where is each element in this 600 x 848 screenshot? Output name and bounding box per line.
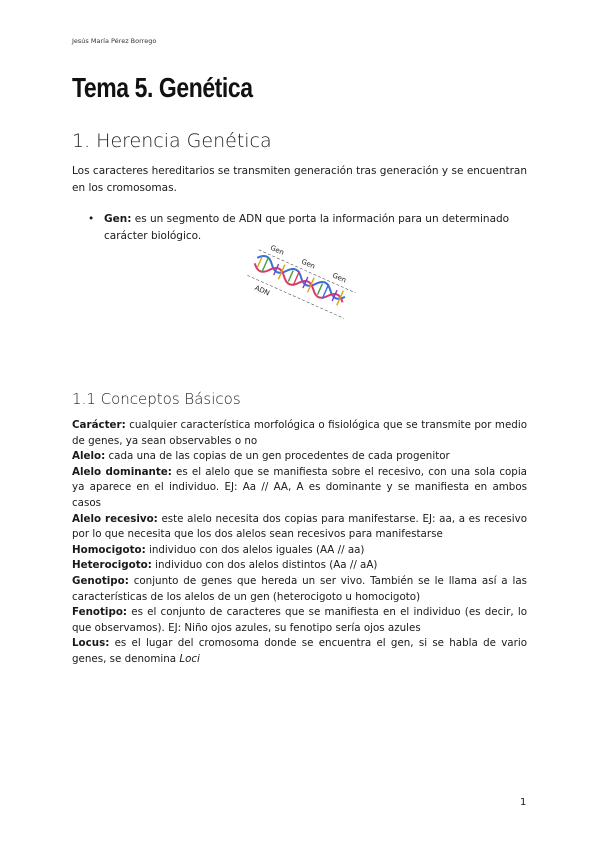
definition-text: conjunto de genes que hereda un ser vivo. También se le llama así a las características de los alelos de un gen (heterocigoto u homocigoto) bbox=[72, 574, 527, 603]
definition-term: Alelo recesivo: bbox=[72, 512, 158, 525]
definition-text: este alelo necesita dos copias para manifestarse. EJ: aa, a es recesivo por lo que necesita que los dos alelos sean recesivos para manifestarse bbox=[72, 512, 527, 541]
definition-item bbox=[72, 418, 527, 449]
definition-text: es el conjunto de caracteres que se manifiesta en el individuo (es decir, lo que observamos). EJ: Niño ojos azules, su fenotipo sería ojos azules bbox=[72, 606, 527, 634]
intro-paragraph: Los caracteres hereditarios se transmiten generación tras generación y se encuentran en los cromosomas. bbox=[72, 165, 527, 194]
definition-item bbox=[72, 465, 527, 512]
definition-item bbox=[72, 543, 527, 559]
definition-item bbox=[72, 558, 527, 574]
dna-label-adn: ADN bbox=[253, 283, 271, 298]
definition-term: Fenotipo: bbox=[72, 606, 128, 619]
definition-text: individuo con dos alelos iguales (AA // aa) bbox=[145, 543, 365, 556]
dna-label-gen-3: Gen bbox=[331, 271, 348, 285]
dna-label-gen-2: Gen bbox=[300, 257, 317, 271]
definitions-list bbox=[72, 418, 527, 668]
definition-item bbox=[72, 449, 527, 465]
dna-label-gen-1: Gen bbox=[269, 243, 286, 257]
term-gen: Gen: bbox=[104, 213, 132, 225]
definition-term: Carácter: bbox=[72, 419, 126, 431]
definition-term: Homocigoto: bbox=[72, 543, 146, 556]
section-heading-herencia: 1. Herencia Genética bbox=[72, 130, 272, 152]
definition-item bbox=[72, 512, 527, 543]
page-title: Tema 5. Genética bbox=[72, 72, 253, 103]
author-header: Jesús María Pérez Borrego bbox=[72, 37, 157, 45]
definition-text: cualquier característica morfológica o fisiológica que se transmite por medio de genes, ya sean observables o no bbox=[72, 419, 527, 447]
bullet-dot: • bbox=[88, 213, 95, 225]
page-number: 1 bbox=[520, 797, 527, 808]
definition-text: individuo con dos alelos distintos (Aa // aA) bbox=[151, 559, 378, 572]
definition-text: es el alelo que se manifiesta sobre el recesivo, con una sola copia ya aparece en el individuo. EJ: Aa // AA, A es dominante y se manifiesta en ambos casos bbox=[72, 465, 527, 509]
definition-gen: es un segmento de ADN que porta la información para un determinado carácter biológico. bbox=[104, 213, 510, 242]
definition-item bbox=[72, 605, 527, 636]
definition-term: Alelo: bbox=[72, 450, 106, 463]
definition-text: cada una de las copias de un gen procedentes de cada progenitor bbox=[105, 450, 450, 463]
definition-italic: Loci bbox=[179, 652, 200, 665]
definition-term: Alelo dominante: bbox=[72, 465, 172, 478]
definition-term: Genotipo: bbox=[72, 574, 129, 587]
definition-term: Locus: bbox=[72, 637, 110, 650]
definition-item bbox=[72, 574, 527, 605]
definition-item bbox=[72, 636, 527, 667]
definition-text: es el lugar del cromosoma donde se encuentra el gen, si se habla de vario genes, se denomina bbox=[72, 637, 527, 665]
definition-term: Heterocigoto: bbox=[72, 559, 152, 572]
dna-figure bbox=[246, 240, 356, 330]
section-heading-conceptos: 1.1 Conceptos Básicos bbox=[72, 390, 241, 408]
